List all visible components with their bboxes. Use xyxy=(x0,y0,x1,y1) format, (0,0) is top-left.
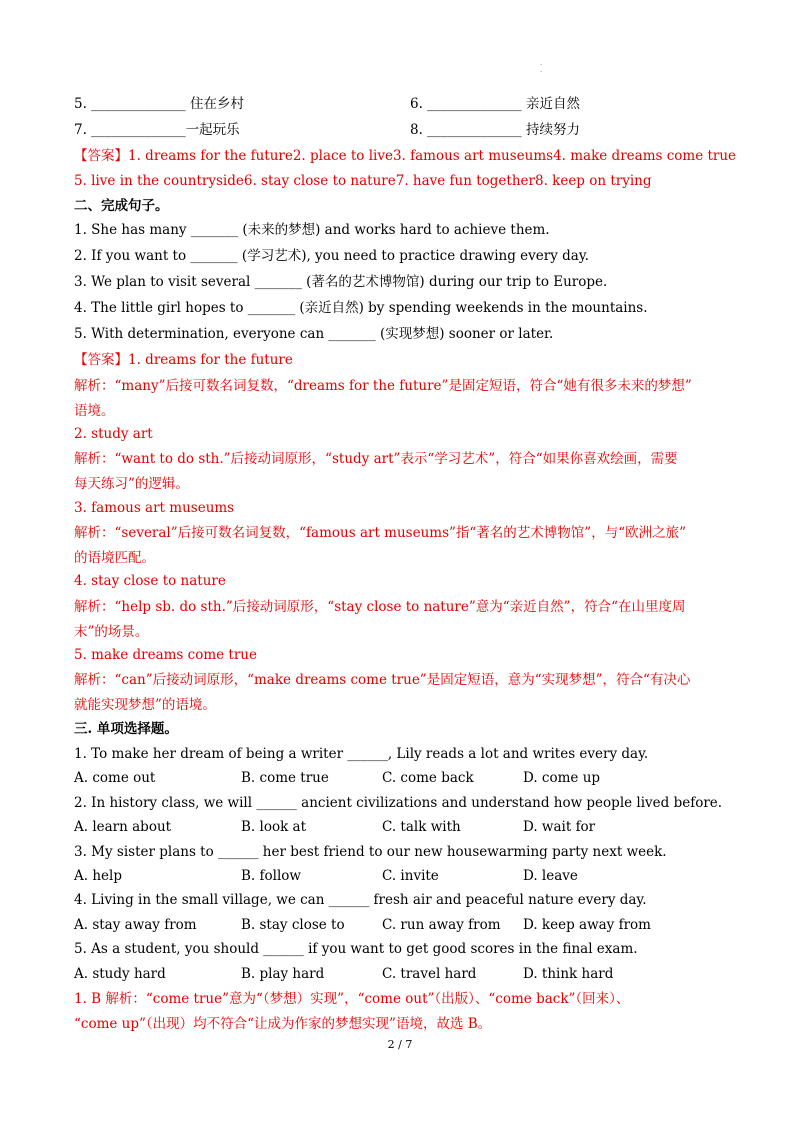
option-a: A. study hard xyxy=(74,966,166,982)
option-a: A. come out xyxy=(74,770,156,786)
vocab-row xyxy=(0,95,800,113)
vocab-item: 6. ______________ 亲近自然 xyxy=(410,96,580,112)
option-c: C. run away from xyxy=(382,917,501,933)
option-b: B. play hard xyxy=(241,966,325,982)
option-b: B. look at xyxy=(241,819,307,835)
option-d: D. wait for xyxy=(523,819,596,835)
explanation-line: 1. B 解析：“come true”意为“（梦想）实现”，“come out”（出版）、“come back”（回来）、 xyxy=(74,991,630,1007)
option-d: D. leave xyxy=(523,868,578,884)
explanation-line: 的语境匹配。 xyxy=(74,550,155,566)
option-c: C. invite xyxy=(382,868,439,884)
question-line: 4. The little girl hopes to _______ (亲近自然) by spending weekends in the mountains. xyxy=(74,300,648,316)
option-d: D. think hard xyxy=(523,966,614,982)
option-c: C. come back xyxy=(382,770,474,786)
vocab-item: 8. ______________ 持续努力 xyxy=(410,122,580,138)
page-number: 2 / 7 xyxy=(387,1038,413,1051)
question-line: 1. She has many _______ (未来的梦想) and works hard to achieve them. xyxy=(74,222,550,238)
explanation-line: 就能实现梦想”的语境。 xyxy=(74,697,216,713)
section-heading: 二、完成句子。 xyxy=(74,198,169,214)
option-a: A. help xyxy=(74,868,122,884)
options-row xyxy=(0,867,800,885)
options-row xyxy=(0,818,800,836)
section-heading: 三. 单项选择题。 xyxy=(74,721,178,737)
explanation-line: 语境。 xyxy=(74,403,115,419)
question-line: 5. With determination, everyone can _______ (实现梦想) sooner or later. xyxy=(74,326,554,342)
answer-label: 4. stay close to nature xyxy=(74,573,226,589)
option-c: C. travel hard xyxy=(382,966,477,982)
answer-label: 【答案】1. dreams for the future xyxy=(74,352,293,368)
explanation-line: 每天练习”的逻辑。 xyxy=(74,476,189,492)
option-d: D. keep away from xyxy=(523,917,651,933)
top-dots-decoration: · · xyxy=(540,61,543,76)
explanation-line: 解析：“several”后接可数名词复数，“famous art museums”指“著名的艺术博物馆”，与“欧洲之旅” xyxy=(74,525,687,541)
vocab-item: 7. ______________一起玩乐 xyxy=(74,122,240,138)
question-stem: 2. In history class, we will ______ ancient civilizations and understand how people lived before. xyxy=(74,795,723,811)
option-d: D. come up xyxy=(523,770,601,786)
vocab-item: 5. ______________ 住在乡村 xyxy=(74,96,244,112)
answer-label: 5. make dreams come true xyxy=(74,647,257,663)
options-row xyxy=(0,916,800,934)
answer-line: 【答案】1. dreams for the future2. place to live3. famous art museums4. make dreams come true xyxy=(74,148,737,164)
question-line: 2. If you want to _______ (学习艺术), you need to practice drawing every day. xyxy=(74,248,589,264)
explanation-line: 末”的场景。 xyxy=(74,624,149,640)
option-b: B. come true xyxy=(241,770,329,786)
question-stem: 1. To make her dream of being a writer ______, Lily reads a lot and writes every day. xyxy=(74,746,649,762)
explanation-line: 解析：“many”后接可数名词复数，“dreams for the future”是固定短语，符合“她有很多未来的梦想” xyxy=(74,378,692,394)
question-stem: 5. As a student, you should ______ if you want to get good scores in the final exam. xyxy=(74,941,638,957)
explanation-line: 解析：“help sb. do sth.”后接动词原形，“stay close to nature”意为“亲近自然”，符合“在山里度周 xyxy=(74,599,686,615)
question-stem: 4. Living in the small village, we can ______ fresh air and peaceful nature every day. xyxy=(74,892,647,908)
option-a: A. stay away from xyxy=(74,917,197,933)
options-row xyxy=(0,769,800,787)
explanation-line: 解析：“can”后接动词原形，“make dreams come true”是固定短语，意为“实现梦想”，符合“有决心 xyxy=(74,672,691,688)
answer-label: 3. famous art museums xyxy=(74,500,235,516)
vocab-row xyxy=(0,121,800,139)
explanation-line: “come up”（出现）均不符合“让成为作家的梦想实现”语境，故选 B。 xyxy=(74,1016,492,1032)
question-line: 3. We plan to visit several _______ (著名的艺术博物馆) during our trip to Europe. xyxy=(74,274,608,290)
question-stem: 3. My sister plans to ______ her best friend to our new housewarming party next week. xyxy=(74,844,667,860)
explanation-line: 解析：“want to do sth.”后接动词原形，“study art”表示“学习艺术”，符合“如果你喜欢绘画，需要 xyxy=(74,451,678,467)
option-b: B. stay close to xyxy=(241,917,345,933)
answer-label: 2. study art xyxy=(74,426,153,442)
option-a: A. learn about xyxy=(74,819,172,835)
options-row xyxy=(0,965,800,983)
option-c: C. talk with xyxy=(382,819,461,835)
option-b: B. follow xyxy=(241,868,301,884)
answer-line: 5. live in the countryside6. stay close to nature7. have fun together8. keep on trying xyxy=(74,173,652,189)
